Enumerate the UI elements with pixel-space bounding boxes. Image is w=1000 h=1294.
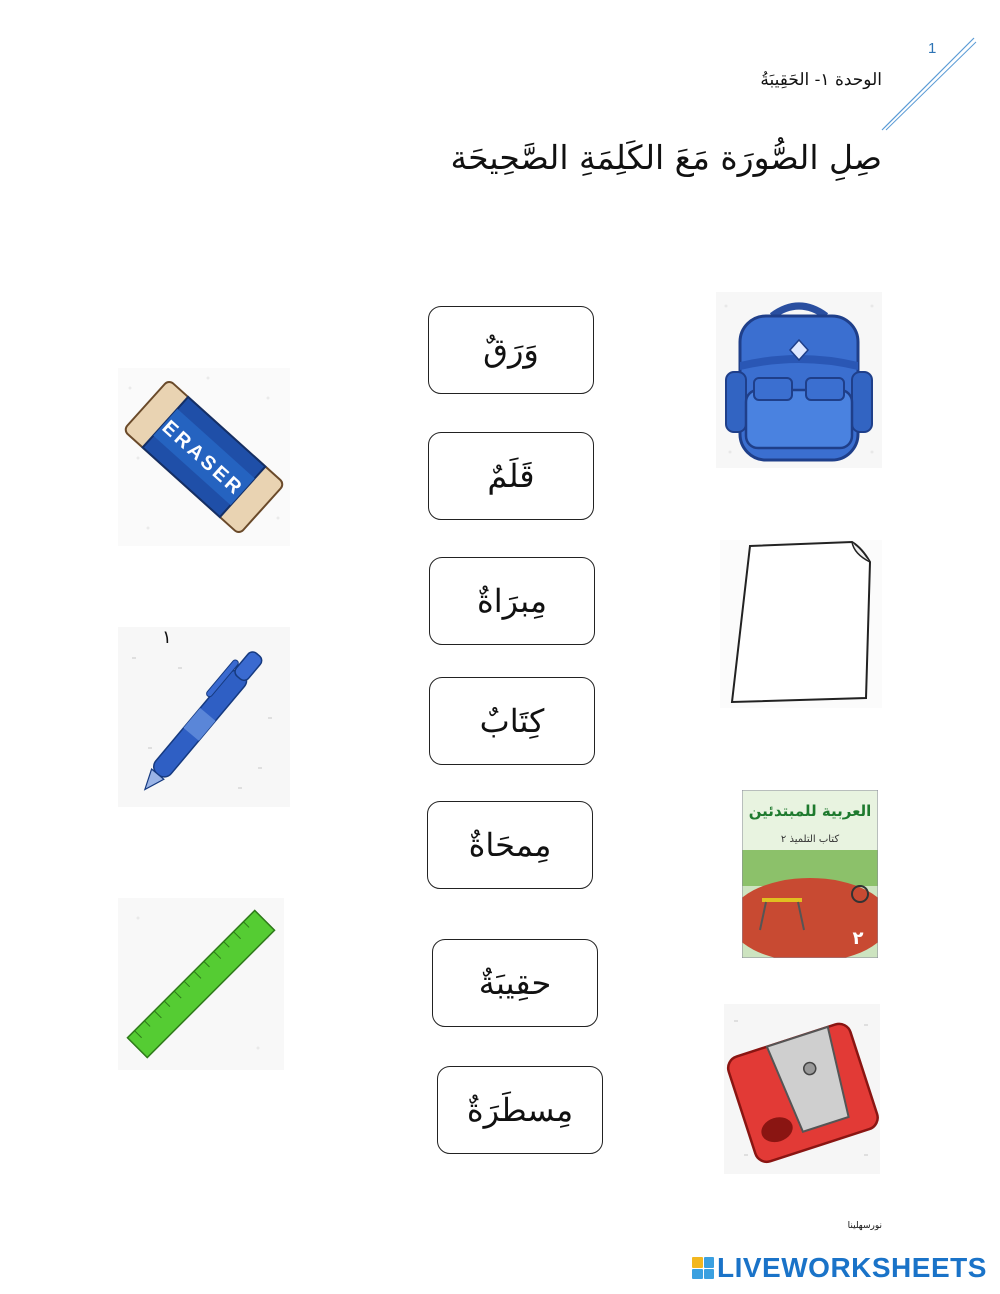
word-label: وَرَقٌ bbox=[483, 331, 539, 369]
word-box-mimhah[interactable] bbox=[427, 801, 593, 889]
word-box-kitab[interactable] bbox=[429, 677, 595, 765]
word-label: كِتَابٌ bbox=[479, 702, 545, 740]
eraser-image[interactable] bbox=[118, 368, 290, 546]
pen-image[interactable] bbox=[118, 627, 290, 807]
ruler-image[interactable] bbox=[118, 898, 284, 1070]
backpack-image[interactable] bbox=[716, 292, 882, 468]
liveworksheets-brand[interactable] bbox=[692, 1252, 987, 1284]
instruction-heading: صِلِ الصُّورَة مَعَ الكَلِمَةِ الصَّحِيحَة bbox=[450, 138, 882, 177]
word-box-haqibah[interactable] bbox=[432, 939, 598, 1027]
word-label: قَلَمٌ bbox=[487, 457, 535, 495]
word-box-mistarah[interactable] bbox=[437, 1066, 603, 1154]
brand-text: LIVEWORKSHEETS bbox=[717, 1252, 987, 1283]
corner-decoration-lines bbox=[878, 34, 978, 134]
book-title: العربية للمبتدئين bbox=[748, 802, 872, 820]
word-label: مِسطَرَةٌ bbox=[466, 1091, 574, 1129]
word-box-qalam[interactable] bbox=[428, 432, 594, 520]
unit-title: الوحدة ١- الحَقِيبَةُ bbox=[760, 70, 882, 90]
page-number: 1 bbox=[928, 40, 937, 57]
paper-image[interactable] bbox=[720, 540, 882, 708]
sharpener-image[interactable] bbox=[724, 1004, 880, 1174]
pen-mark: ١ bbox=[162, 627, 172, 648]
liveworksheets-logo-icon bbox=[692, 1257, 714, 1279]
word-label: مِبرَاةٌ bbox=[476, 582, 548, 620]
book-subtitle: كتاب التلميذ ٢ bbox=[780, 834, 840, 845]
book-image[interactable] bbox=[742, 790, 878, 958]
author-signature: نورسهلينا bbox=[847, 1221, 882, 1231]
word-label: مِمحَاةٌ bbox=[468, 826, 552, 864]
word-box-mibrah[interactable] bbox=[429, 557, 595, 645]
eraser-label: ERASER bbox=[157, 416, 248, 501]
book-number: ٢ bbox=[852, 928, 864, 949]
word-label: حقِيبَةٌ bbox=[478, 964, 552, 1002]
word-box-waraq[interactable] bbox=[428, 306, 594, 394]
